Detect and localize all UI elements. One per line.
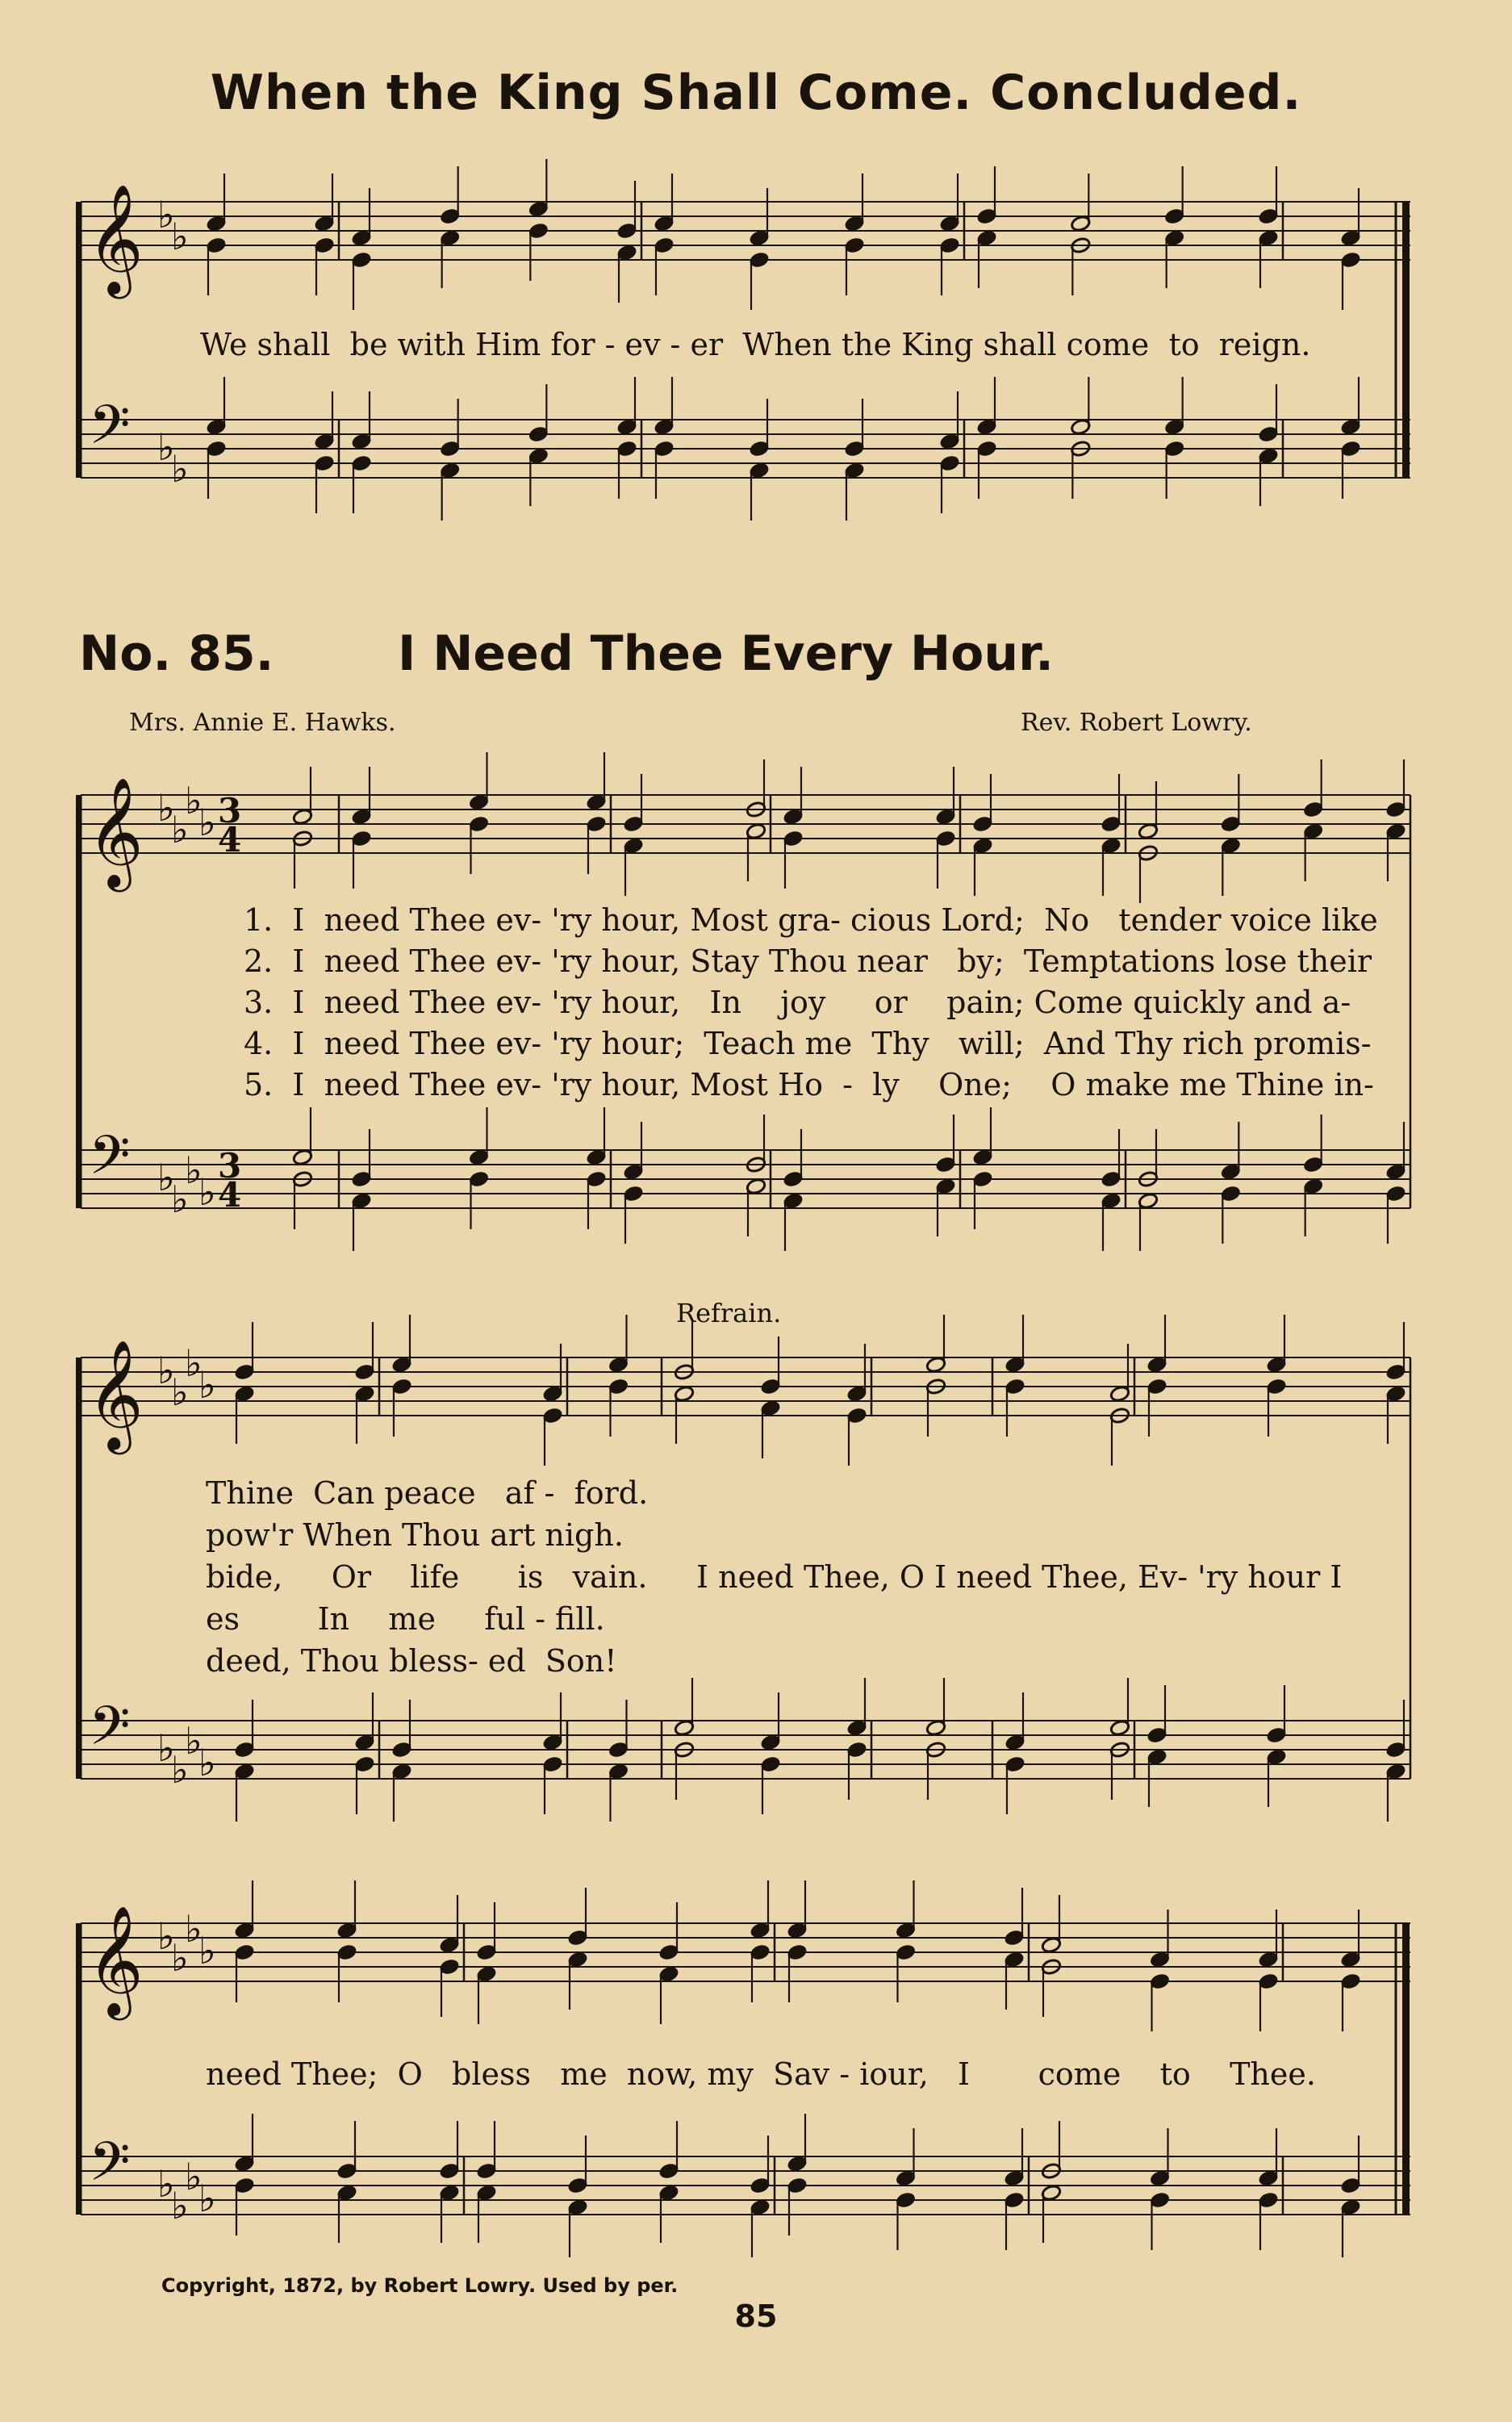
system1-lyric: We shall be with Him for - ev - er When the King shall come to reign. [200,327,1311,362]
refrain-lyric-1: I need Thee, O I need Thee, Ev- 'ry hour I [696,1559,1343,1595]
verse-line-3: 3. I need Thee ev- 'ry hour, In joy or pain; Come quickly and a- [244,985,1351,1020]
composer-credit: Rev. Robert Lowry. [1021,709,1252,737]
treble-clef: 𝄞 [87,1338,144,1449]
flat-sign: ♭ [157,1914,175,1958]
verse-line-2: 2. I need Thee ev- 'ry hour, Stay Thou near by; Temptations lose their [244,943,1372,979]
time-signature: 3 [218,1146,242,1186]
lyricist-credit: Mrs. Annie E. Hawks. [129,709,396,737]
verse-ending-5: deed, Thou bless- ed Son! [206,1643,617,1679]
flat-sign: ♭ [171,1936,189,1980]
continued-hymn-title: When the King Shall Come. Concluded. [210,65,1302,121]
verse-line-1: 1. I need Thee ev- 'ry hour, Most gra- cious Lord; No tender voice like [244,902,1378,938]
verse-line-4: 4. I need Thee ev- 'ry hour; Teach me Thy will; And Thy rich promis- [244,1026,1372,1061]
time-signature: 3 [218,791,242,830]
final-barline [1402,1923,1410,2215]
time-signature: 4 [218,1175,242,1215]
page-number: 85 [734,2299,778,2334]
flat-sign: ♭ [198,2177,216,2220]
bass-clef: 𝄢 [89,1695,131,1770]
flat-sign: ♭ [171,447,189,491]
bass-clef: 𝄢 [89,1124,131,1199]
bass-clef: 𝄢 [89,394,131,469]
copyright-notice: Copyright, 1872, by Robert Lowry. Used by per. [161,2274,679,2297]
flat-sign: ♭ [157,1726,175,1770]
flat-sign: ♭ [185,1148,203,1192]
flat-sign: ♭ [171,2184,189,2227]
flat-sign: ♭ [157,425,175,469]
time-signature: 4 [218,820,242,860]
flat-sign: ♭ [157,1349,175,1392]
flat-sign: ♭ [185,1907,203,1951]
treble-clef: 𝄞 [87,182,144,294]
flat-sign: ♭ [198,1363,216,1407]
treble-clef: 𝄞 [87,776,144,887]
verse-line-5: 5. I need Thee ev- 'ry hour, Most Ho - ly One; O make me Thine in- [244,1067,1374,1102]
flat-sign: ♭ [185,2155,203,2198]
verse-ending-1: Thine Can peace af - ford. [206,1475,649,1511]
verse-ending-4: es In me ful - fill. [206,1601,605,1637]
refrain-label: Refrain. [676,1298,782,1328]
flat-sign: ♭ [157,1156,175,1199]
bass-clef: 𝄢 [89,2131,131,2206]
hymn-number: No. 85. [79,625,274,682]
flat-sign: ♭ [185,1719,203,1763]
flat-sign: ♭ [198,1929,216,1972]
verse-ending-3: bide, Or life is vain. [206,1559,648,1595]
flat-sign: ♭ [198,1741,216,1784]
flat-sign: ♭ [185,779,203,822]
flat-sign: ♭ [185,1341,203,1385]
hymn-title: I Need Thee Every Hour. [398,625,1054,682]
flat-sign: ♭ [157,193,175,236]
flat-sign: ♭ [171,1370,189,1414]
flat-sign: ♭ [198,801,216,844]
verse-ending-2: pow'r When Thou art nigh. [206,1517,624,1553]
flat-sign: ♭ [171,1748,189,1792]
refrain-lyric-2: need Thee; O bless me now, my Sav - iour, I come to Thee. [206,2056,1316,2092]
flat-sign: ♭ [171,215,189,258]
flat-sign: ♭ [198,1170,216,1214]
treble-clef: 𝄞 [87,1904,144,2015]
flat-sign: ♭ [157,2162,175,2206]
flat-sign: ♭ [171,808,189,851]
final-barline [1402,202,1410,478]
flat-sign: ♭ [157,786,175,830]
flat-sign: ♭ [171,1178,189,1221]
